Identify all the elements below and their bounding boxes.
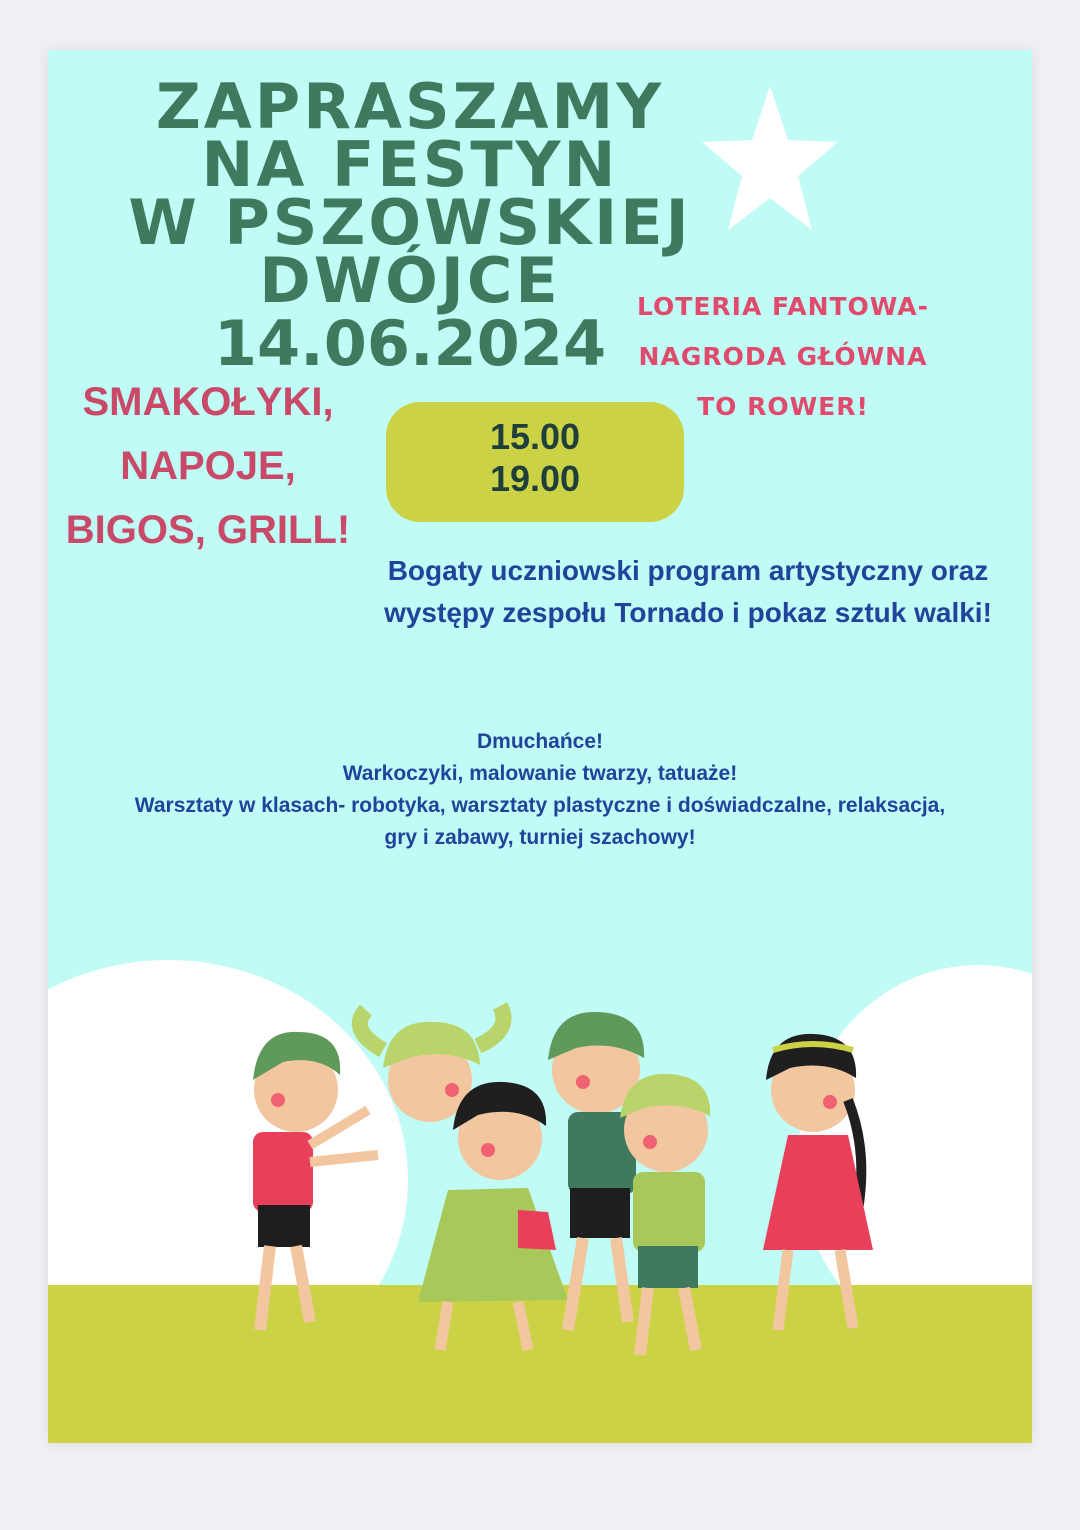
time-start: 15.00 [489, 416, 581, 457]
treats-line-1: SMAKOŁYKI, [82, 380, 334, 424]
lottery-line-1: LOTERIA FANTOWA- [637, 292, 929, 321]
star-shape [702, 86, 838, 230]
treats-line-3: BIGOS, GRILL! [65, 508, 351, 552]
treats-line-2: NAPOJE, [120, 444, 296, 488]
star-icon [700, 78, 840, 238]
time-end: 19.00 [489, 458, 581, 499]
title-line-2: NA FESTYN [201, 128, 619, 201]
activity-line-4: gry i zabawy, turniej szachowy! [384, 826, 696, 849]
lottery-line-3: TO ROWER! [697, 392, 869, 421]
lottery-line-2: NAGRODA GŁÓWNA [638, 342, 928, 371]
poster-title [120, 70, 700, 380]
grass-ground [48, 1285, 1032, 1443]
treats-list [48, 370, 368, 562]
time-badge [386, 402, 684, 522]
activity-line-1: Dmuchańce! [476, 730, 604, 753]
title-line-1: ZAPRASZAMY [155, 70, 665, 143]
program-description: Bogaty uczniowski program artystyczny oraz występy zespołu Tornado i pokaz sztuk walki! [384, 555, 992, 628]
activity-line-3: Warsztaty w klasach- robotyka, warsztaty plastyczne i doświadczalne, relaksacja, [134, 794, 946, 817]
title-line-4: DWÓJCE [259, 244, 561, 317]
festival-poster [48, 50, 1032, 1443]
title-line-3: W PSZOWSKIEJ [128, 186, 692, 259]
children-dancing-illustration [48, 950, 1032, 1443]
child-green-shirt [548, 1012, 644, 1330]
activities-list [48, 726, 1032, 854]
activity-line-2: Warkoczyki, malowanie twarzy, tatuaże! [342, 762, 738, 785]
event-date: 14.06.2024 [213, 307, 607, 380]
